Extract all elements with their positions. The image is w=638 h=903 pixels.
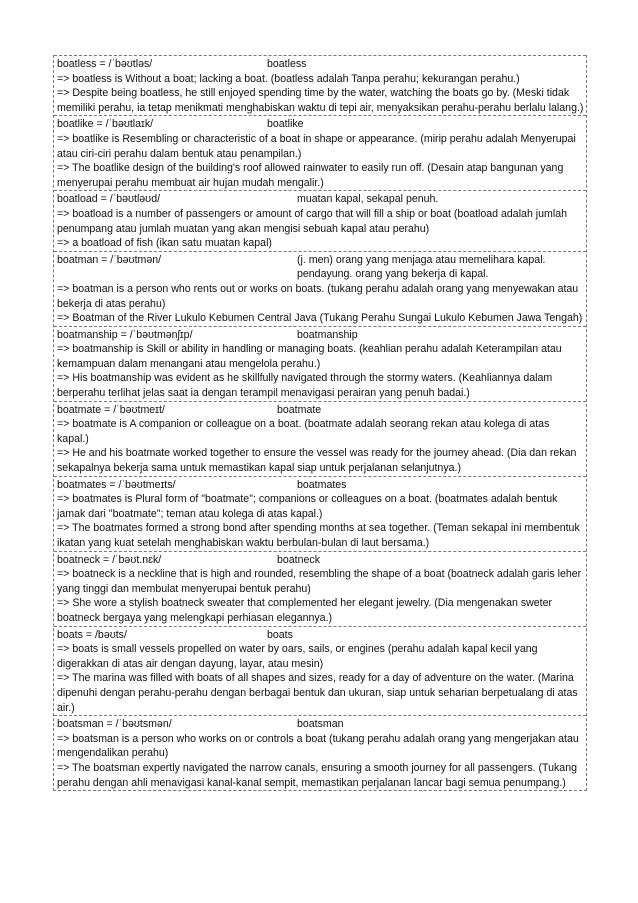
example: => The marina was filled with boats of all shapes and sizes, ready for a day of adventure on the water. (Marina dipenuhi dengan perahu-perahu dengan berbagai bentuk dan ukuran, siap untuk seharian berpetualang di atas air.) bbox=[57, 672, 578, 714]
definition: => boatsman is a person who works on or controls a boat (tukang perahu adalah orang yang mengerjakan atau mengendalikan perahu) bbox=[57, 732, 579, 760]
definition: => boatmanship is Skill or ability in handling or managing boats. (keahlian perahu adalah Keterampilan atau kemampuan dalam menangani atau mengelola perahu.) bbox=[57, 343, 562, 370]
dictionary-table bbox=[53, 55, 587, 791]
definition: => boatlike is Resembling or characteristic of a boat in shape or appearance. (mirip perahu adalah Menyerupai atau ciri-ciri perahu dalam bentuk atau penampilan.) bbox=[57, 132, 576, 160]
dictionary-entry bbox=[54, 401, 586, 476]
dictionary-entry bbox=[54, 115, 586, 190]
dictionary-entry bbox=[54, 715, 586, 790]
gloss: muatan kapal, sekapal penuh. bbox=[297, 193, 439, 206]
definition: => boatneck is a neckline that is high and rounded, resembling the shape of a boat (boatneck adalah garis leher yang tinggi dan membulat menyerupai bentuk perahu) bbox=[57, 568, 582, 595]
example: => His boatmanship was evident as he skillfully navigated through the stormy waters. (Keahliannya dalam berperahu terlihat jelas saat ia dengan terampil menavigasi perairan yang penuh badai.) bbox=[57, 372, 553, 400]
headword: boatmates = /ˈbəʊtmeɪts/ bbox=[57, 478, 176, 491]
definition: => boatmate is A companion or colleague on a boat. (boatmate adalah seorang rekan atau kolega di atas kapal.) bbox=[57, 418, 550, 445]
example: => Boatman of the River Lukulo Kebumen Central Java (Tukang Perahu Sungai Lukulo Kebumen Jawa Tengah) bbox=[57, 312, 583, 325]
headword: boatman = /ˈbəʊtmən/ bbox=[57, 253, 162, 266]
dictionary-entry bbox=[54, 551, 586, 626]
headword-row bbox=[57, 192, 584, 207]
dictionary-entry bbox=[54, 251, 586, 326]
gloss: boatless bbox=[267, 58, 307, 70]
headword-row bbox=[57, 57, 584, 72]
example: => The boatlike design of the building's roof allowed rainwater to easily run off. (Desain atap bangunan yang menyerupai perahu membuat air hujan mudah mengalir.) bbox=[57, 162, 564, 189]
headword: boats = /bəʊts/ bbox=[57, 628, 127, 641]
example: => Despite being boatless, he still enjoyed spending time by the water, watching the boats go by. (Meski tidak memiliki perahu, ia tetap menikmati menghabiskan waktu di tepi air, menyaksikan perahu-perahu berlalu lalang.) bbox=[57, 87, 584, 114]
headword-row bbox=[57, 628, 584, 643]
dictionary-entry bbox=[54, 326, 586, 401]
definition: => boatload is a number of passengers or amount of cargo that will fill a ship or boat (boatload adalah jumlah penumpang atau jumlah muatan yang akan mengisi sebuah kapal atau perahu) bbox=[57, 207, 567, 235]
dictionary-entry bbox=[54, 626, 586, 716]
gloss: boatmate bbox=[277, 403, 322, 416]
definition: => boats is small vessels propelled on water by oars, sails, or engines (perahu adalah kapal kecil yang digerakkan di atas air dengan dayung, layar, atau mesin) bbox=[57, 643, 538, 670]
gloss: boatmates bbox=[297, 478, 347, 491]
headword: boatless = /ˈbəʊtləs/ bbox=[57, 58, 153, 70]
gloss: boatlike bbox=[267, 118, 304, 131]
dictionary-entry bbox=[54, 190, 586, 250]
headword-row bbox=[57, 253, 584, 282]
example: => a boatload of fish (ikan satu muatan kapal) bbox=[57, 237, 272, 250]
headword-row bbox=[57, 478, 584, 493]
definition: => boatman is a person who rents out or works on boats. (tukang perahu adalah orang yang menyewakan atau bekerja di atas perahu) bbox=[57, 282, 579, 310]
dictionary-entry bbox=[54, 476, 586, 551]
headword-row bbox=[57, 117, 584, 132]
gloss: boatmanship bbox=[297, 328, 358, 341]
definition: => boatless is Without a boat; lacking a boat. (boatless adalah Tanpa perahu; kekurangan perahu.) bbox=[57, 72, 520, 85]
dictionary-entry bbox=[54, 55, 586, 115]
example: => The boatmates formed a strong bond after spending months at sea together. (Teman sekapal ini membentuk ikatan yang kuat setelah menghabiskan waktu berbulan-bulan di laut bersama.) bbox=[57, 522, 580, 549]
headword-row bbox=[57, 717, 584, 732]
gloss: boats bbox=[267, 628, 293, 641]
headword: boatsman = /ˈbəʊtsmən/ bbox=[57, 718, 172, 731]
headword-row bbox=[57, 328, 584, 343]
gloss: boatsman bbox=[297, 718, 344, 731]
headword-row bbox=[57, 553, 584, 568]
gloss: (j. men) orang yang menjaga atau memelihara kapal. pendayung. orang yang bekerja di kapal. bbox=[297, 253, 546, 281]
example: => The boatsman expertly navigated the narrow canals, ensuring a smooth journey for all passengers. (Tukang perahu dengan ahli menavigasi kanal-kanal sempit, memastikan perjalanan lancar bagi semua penumpang.) bbox=[57, 761, 577, 789]
headword: boatmanship = /ˈbəʊtmənʃɪp/ bbox=[57, 328, 193, 341]
headword: boatload = /ˈbəʊtləʊd/ bbox=[57, 193, 161, 206]
headword: boatneck = /ˈbəʊt.nɛk/ bbox=[57, 553, 162, 566]
headword: boatmate = /ˈbəʊtmeɪt/ bbox=[57, 403, 165, 416]
definition: => boatmates is Plural form of "boatmate"; companions or colleagues on a boat. (boatmates adalah bentuk jamak dari "boatmate"; teman atau kolega di atas kapal.) bbox=[57, 493, 558, 520]
headword: boatlike = /ˈbəʊtlaɪk/ bbox=[57, 118, 154, 131]
gloss: boatneck bbox=[277, 553, 320, 566]
example: => She wore a stylish boatneck sweater that complemented her elegant jewelry. (Dia mengenakan sweter boatneck bergaya yang melengkapi perhiasan elegannya.) bbox=[57, 597, 553, 624]
example: => He and his boatmate worked together to ensure the vessel was ready for the journey ahead. (Dia dan rekan sekapalnya bekerja sama untuk memastikan kapal siap untuk perjalanan selanjutnya.) bbox=[57, 447, 577, 475]
headword-row bbox=[57, 403, 584, 418]
